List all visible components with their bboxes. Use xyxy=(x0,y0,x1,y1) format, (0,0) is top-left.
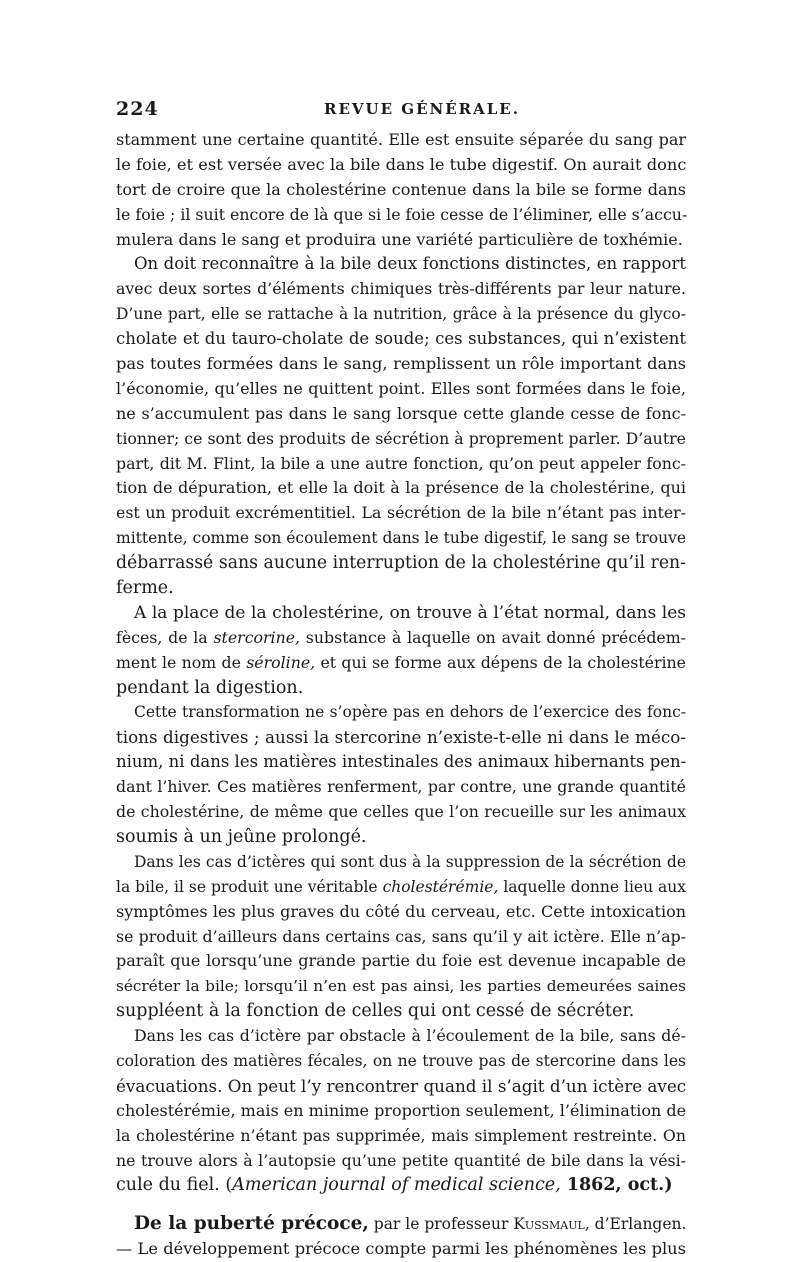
text-line: suppléent à la fonction de celles qui ont cessé de sécréter. xyxy=(116,1001,635,1022)
text-line: l’économie, qu’elles ne quittent point. Elles sont formées dans le foie, xyxy=(116,378,686,398)
citation-line: cule du fiel. (American journal of medical science, 1862, oct.) xyxy=(116,1175,673,1196)
text-line: débarrassé sans aucune interruption de la cholestérine qu’il ren- xyxy=(116,553,686,574)
text-line: de cholestérine, de même que celles que l’on recueille sur les animaux xyxy=(116,802,686,822)
spacer xyxy=(116,1198,686,1212)
text-line: avec deux sortes d’éléments chimiques très-différents par leur nature. xyxy=(116,279,686,299)
text-line: sécréter la bile; lorsqu’il n’en est pas ainsi, les parties demeurées saines xyxy=(116,977,686,996)
italic-term: stercorine, xyxy=(213,627,301,647)
text-line-with-italic: ment le nom de séroline, et qui se forme aux dépens de la cholestérine xyxy=(116,652,686,672)
section-intro: par le professeur xyxy=(368,1215,514,1234)
text-line-with-italic: la bile, il se produit une véritable cholestérémie, laquelle donne lieu aux xyxy=(116,877,686,896)
text-line: Dans les cas d’ictères qui sont dus à la suppression de la sécrétion de xyxy=(134,852,686,871)
text-line: la cholestérine n’étant pas supprimée, mais simplement restreinte. On xyxy=(116,1125,686,1145)
text-line: mulera dans le sang et produira une variété particulière de toxhémie. xyxy=(116,229,683,249)
running-title: REVUE GÉNÉRALE. xyxy=(324,100,520,118)
text-line: Cette transformation ne s’opère pas en dehors de l’exercice des fonc- xyxy=(134,703,686,722)
text-line: coloration des matières fécales, on ne trouve pas de stercorine dans les xyxy=(116,1051,686,1070)
text-line: le foie, et est versée avec la bile dans le tube digestif. On aurait donc xyxy=(116,154,687,174)
text-line: tion de dépuration, et elle la doit à la présence de la cholestérine, qui xyxy=(116,478,686,498)
page-number: 224 xyxy=(116,98,159,120)
text-line: tions digestives ; aussi la stercorine n’existe-t-elle ni dans le méco- xyxy=(116,727,686,748)
text-line: mittente, comme son écoulement dans le tube digestif, le sang se trouve xyxy=(116,529,687,548)
text-line: part, dit M. Flint, la bile a une autre fonction, qu’on peut appeler fonc- xyxy=(116,453,686,473)
text-line: cholate et du tauro-cholate de soude; ces substances, qui n’existent xyxy=(116,329,686,349)
text-line: ne s’accumulent pas dans le sang lorsque cette glande cesse de fonc- xyxy=(116,403,686,423)
author-name: Kussmaul xyxy=(513,1215,585,1234)
body-text xyxy=(116,128,686,1262)
italic-term: cholestérémie, xyxy=(382,877,499,896)
section-heading-line xyxy=(116,1212,686,1237)
text-line: le foie ; il suit encore de là que si le foie cesse de l’éliminer, elle s’accu- xyxy=(116,204,688,224)
text-line: est un produit excrémentitiel. La sécrétion de la bile n’étant pas inter- xyxy=(116,503,686,523)
text-line: cholestérémie, mais en minime proportion seulement, l’élimination de xyxy=(116,1100,687,1120)
text-line: tionner; ce sont des produits de sécrétion à proprement parler. D’autre xyxy=(116,428,686,448)
text-line: paraît que lorsqu’une grande partie du foie est devenue incapable de xyxy=(116,951,686,971)
text-line: évacuations. On peut l’y rencontrer quand il s’agit d’un ictère avec xyxy=(116,1075,687,1096)
text-line-with-italic: fèces, de la stercorine, substance à laquelle on avait donné précédem- xyxy=(116,627,687,647)
text-line: se produit d’ailleurs dans certains cas, sans qu’il y ait ictère. Elle n’ap- xyxy=(116,926,686,946)
text-line: pendant la digestion. xyxy=(116,677,304,698)
page-header xyxy=(116,98,686,128)
section-title: De la puberté précoce, xyxy=(134,1213,369,1235)
journal-year: 1862, oct.) xyxy=(560,1175,673,1196)
text-line: — Le développement précoce compte parmi les phénomènes les plus xyxy=(116,1239,686,1259)
text-line: symptômes les plus graves du côté du cerveau, etc. Cette intoxication xyxy=(116,901,686,921)
text-line: dant l’hiver. Ces matières renferment, par contre, une grande quantité xyxy=(116,777,686,797)
italic-term: séroline, xyxy=(246,652,316,672)
text-line: D’une part, elle se rattache à la nutrition, grâce à la présence du glyco- xyxy=(116,305,686,324)
text-line: ne trouve alors à l’autopsie qu’une petite quantité de bile dans la vési- xyxy=(116,1150,686,1170)
text-line: tort de croire que la cholestérine contenue dans la bile se forme dans xyxy=(116,179,686,199)
text-line: soumis à un jeûne prolongé. xyxy=(116,826,367,847)
author-place: , d’Erlangen. xyxy=(584,1215,687,1234)
text-line: Dans les cas d’ictère par obstacle à l’écoulement de la bile, sans dé- xyxy=(134,1026,686,1046)
text-line: ferme. xyxy=(116,578,174,599)
text-line: A la place de la cholestérine, on trouve à l’état normal, dans les xyxy=(134,602,686,623)
text-line: nium, ni dans les matières intestinales des animaux hibernants pen- xyxy=(116,752,687,772)
text-line: pas toutes formées dans le sang, remplissent un rôle important dans xyxy=(116,354,686,374)
text-line: stamment une certaine quantité. Elle est ensuite séparée du sang par xyxy=(116,130,686,149)
journal-title: American journal of medical science, xyxy=(232,1175,561,1196)
text-line: On doit reconnaître à la bile deux fonctions distinctes, en rapport xyxy=(134,254,686,274)
